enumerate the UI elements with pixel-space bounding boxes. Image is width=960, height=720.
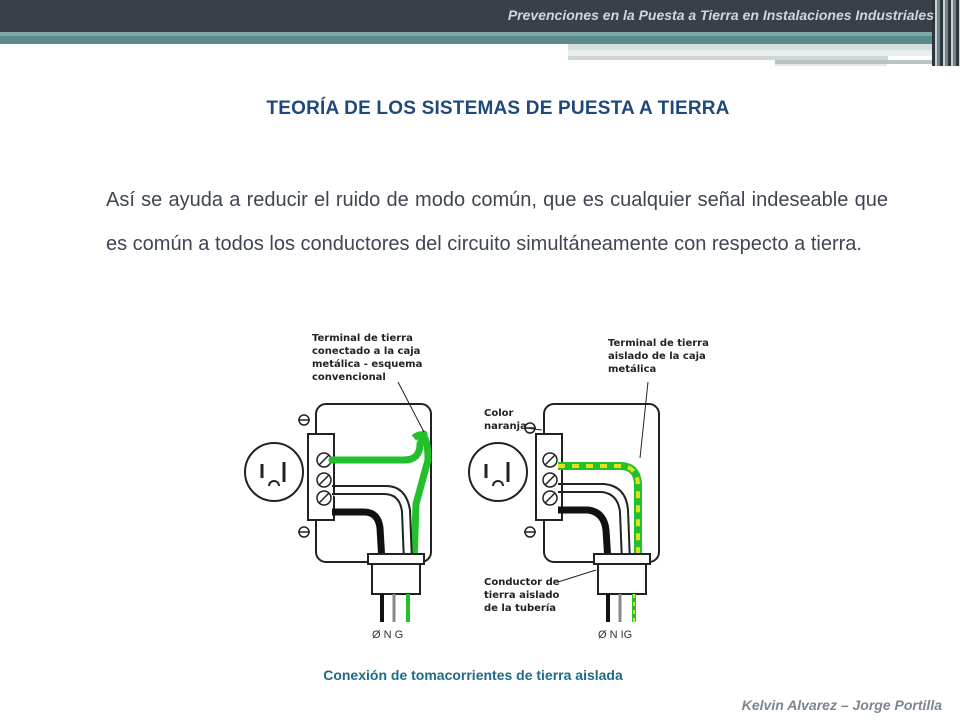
wire-labels-right: Ø N IG [598, 629, 633, 641]
receptacle-face-left [245, 443, 303, 501]
label-terminal-conventional-4: convencional [312, 372, 386, 383]
isolated-ground-receptacle-diagram [469, 338, 709, 641]
presentation-title: Prevenciones en la Puesta a Tierra en Instalaciones Industriales [507, 7, 934, 23]
header-accent-line [0, 32, 960, 36]
header-ribbon [775, 64, 887, 66]
label-terminal-isolated-2: aislado de la caja [608, 351, 706, 362]
label-terminal-conventional-1: Terminal de tierra [312, 333, 413, 344]
grounding-diagram [228, 326, 748, 646]
label-conductor-3: de la tubería [484, 603, 557, 614]
body-paragraph: Así se ayuda a reducir el ruido de modo común, que es cualquier señal indeseable que es común a todos los conductores del circuito simultáneamente con respecto a tierra. [106, 189, 888, 255]
figure-caption: Conexión de tomacorrientes de tierra aislada [323, 667, 623, 683]
terminal-screws-right [543, 453, 557, 505]
wire-labels-left: Ø N G [372, 629, 404, 641]
slide-title: TEORÍA DE LOS SISTEMAS DE PUESTA A TIERRA [266, 98, 730, 119]
receptacle-face-right [469, 443, 527, 501]
conventional-receptacle-diagram [245, 333, 431, 641]
label-terminal-isolated-1: Terminal de tierra [608, 338, 709, 349]
label-terminal-conventional-2: conectado a la caja [312, 346, 421, 357]
label-conductor-1: Conductor de [484, 577, 560, 588]
footer-authors: Kelvin Alvarez – Jorge Portilla [741, 697, 942, 713]
label-conductor-2: tierra aislado [484, 590, 560, 601]
label-color-1: Color [484, 408, 514, 419]
wiring-diagram-svg [228, 326, 748, 646]
label-color-2: naranja [484, 421, 527, 432]
label-terminal-isolated-3: metálica [608, 364, 657, 375]
label-terminal-conventional-3: metálica - esquema [312, 359, 423, 370]
header-stripes [932, 0, 960, 66]
